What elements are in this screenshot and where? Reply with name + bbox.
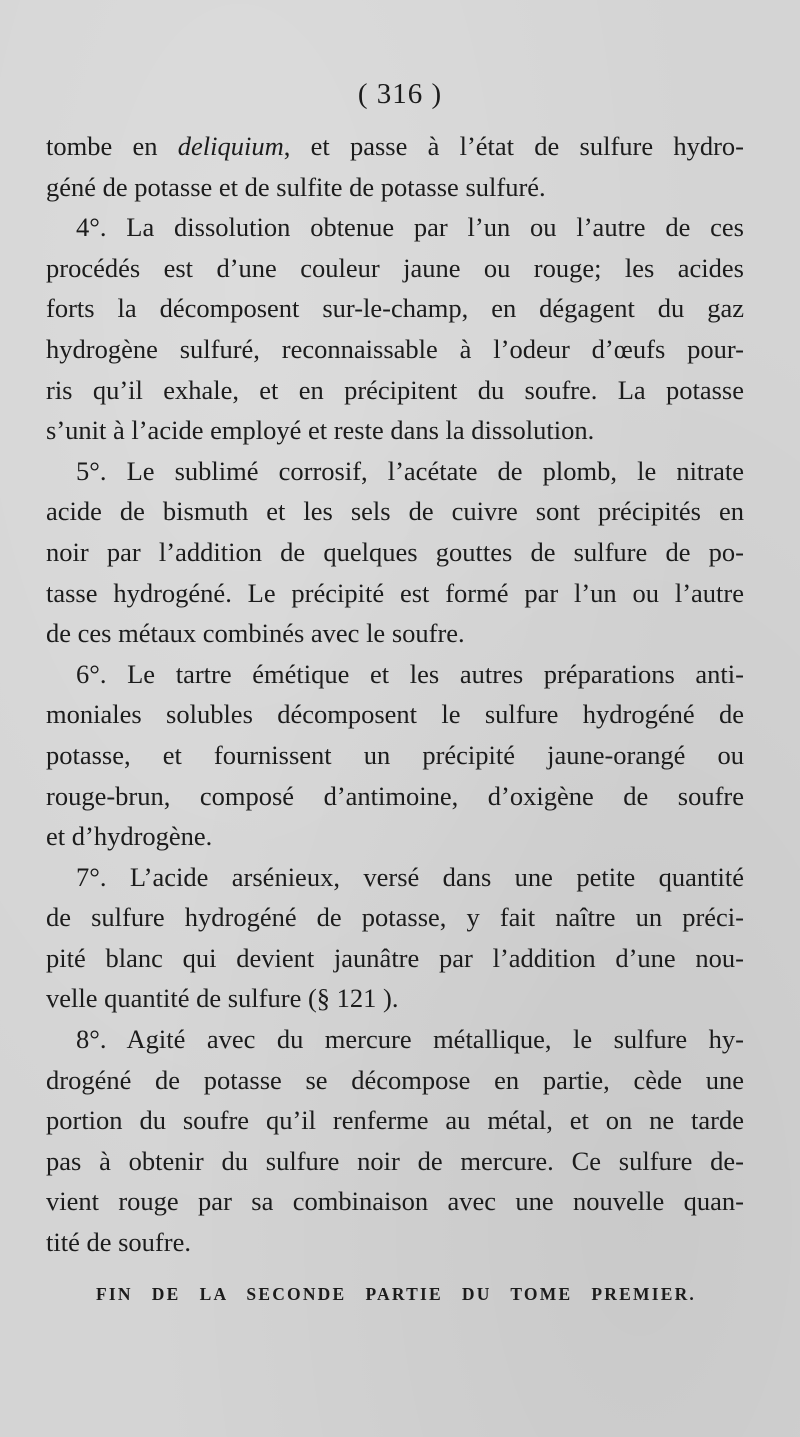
text-line: s’unit à l’acide employé et reste dans la dissolution. — [46, 415, 595, 446]
text-segment: , et passe à l’état de sulfure hydro- — [283, 131, 744, 161]
text-segment: tombe en — [46, 131, 178, 161]
text-line: de ces métaux combinés avec le soufre. — [46, 618, 465, 649]
text-line: tité de soufre. — [46, 1227, 191, 1258]
italic-term: deliquium — [177, 131, 284, 161]
paragraph-7-line: 7°. L’acide arsénieux, versé dans une petite quantité — [76, 861, 744, 892]
text-line: drogéné de potasse se décompose en partie, cède une — [46, 1064, 744, 1095]
paragraph-5-line: 5°. Le sublimé corrosif, l’acétate de plomb, le nitrate — [76, 455, 744, 486]
text-line: de sulfure hydrogéné de potasse, y fait naître un préci- — [46, 902, 744, 933]
text-line: ris qu’il exhale, et en précipitent du soufre. La potasse — [46, 374, 744, 405]
text-line: acide de bismuth et les sels de cuivre sont précipités en — [46, 496, 744, 527]
text-line: vient rouge par sa combinaison avec une nouvelle quan- — [46, 1186, 744, 1217]
text-line: moniales solubles décomposent le sulfure hydrogéné de — [46, 699, 744, 730]
text-line: velle quantité de sulfure (§ 121 ). — [46, 983, 399, 1014]
text-line: et d’hydrogène. — [46, 821, 213, 852]
text-line: rouge-brun, composé d’antimoine, d’oxigène de soufre — [46, 780, 744, 811]
page-number: ( 316 ) — [357, 78, 443, 110]
text-line: portion du soufre qu’il renferme au métal, et on ne tarde — [46, 1105, 744, 1136]
paragraph-4-line: 4°. La dissolution obtenue par l’un ou l’autre de ces — [76, 212, 744, 243]
text-line: procédés est d’une couleur jaune ou rouge; les acides — [46, 252, 744, 283]
text-line: pas à obtenir du sulfure noir de mercure. Ce sulfure de- — [46, 1145, 744, 1176]
text-line: tasse hydrogéné. Le précipité est formé par l’un ou l’autre — [46, 577, 744, 608]
end-of-part-footer: FIN DE LA SECONDE PARTIE DU TOME PREMIER. — [96, 1284, 696, 1304]
body-text — [46, 126, 744, 1263]
text-line: forts la décomposent sur-le-champ, en dégagent du gaz — [46, 293, 744, 324]
paragraph-6-line: 6°. Le tartre émétique et les autres préparations anti- — [76, 658, 744, 689]
paragraph-8-line: 8°. Agité avec du mercure métallique, le sulfure hy- — [76, 1024, 744, 1055]
text-line: hydrogène sulfuré, reconnaissable à l’odeur d’œufs pour- — [46, 333, 744, 364]
text-line: géné de potasse et de sulfite de potasse sulfuré. — [46, 171, 546, 202]
text-line — [46, 126, 744, 167]
text-line: noir par l’addition de quelques gouttes de sulfure de po- — [46, 536, 744, 567]
text-line: pité blanc qui devient jaunâtre par l’addition d’une nou- — [46, 942, 744, 973]
text-line: potasse, et fournissent un précipité jaune-orangé ou — [46, 739, 744, 770]
